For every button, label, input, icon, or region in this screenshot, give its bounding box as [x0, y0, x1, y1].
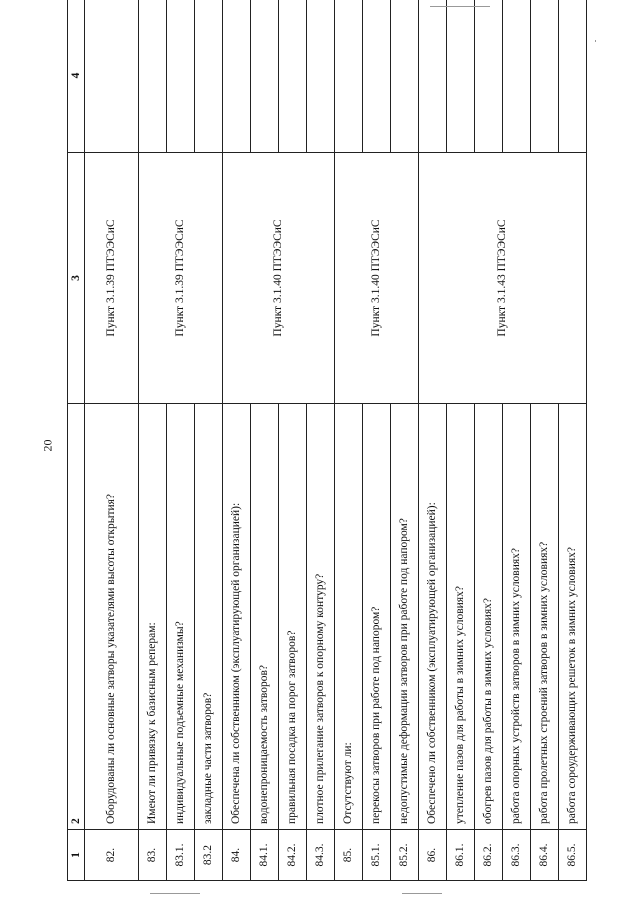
row-text: Оборудованы ли основные затворы указателями высоты открытия?: [85, 404, 139, 830]
table-header-row: [68, 0, 85, 881]
header-col-2: 2: [68, 404, 85, 830]
row-text: недопустимые деформации затворов при работе под напором?: [391, 404, 419, 830]
row-number: 86.4.: [531, 830, 559, 881]
row-note: [419, 0, 447, 153]
rotated-table-container: [67, 43, 578, 881]
table-row: [251, 0, 279, 881]
row-number: 83.1.: [167, 830, 195, 881]
row-note: [559, 0, 587, 153]
row-note: [475, 0, 503, 153]
row-note: [167, 0, 195, 153]
table-row: [391, 0, 419, 881]
table-row: [139, 0, 167, 881]
row-number: 86.5.: [559, 830, 587, 881]
row-text: водонепроницаемость затворов?: [251, 404, 279, 830]
row-text: Обеспечена ли собственником (эксплуатирующей организацией):: [223, 404, 251, 830]
table-row: [447, 0, 475, 881]
row-text: работа сороудерживающих решеток в зимних условиях?: [559, 404, 587, 830]
row-reference: Пункт 3.1.40 ПТЭЭСиС: [335, 153, 419, 404]
row-note: [335, 0, 363, 153]
row-number: 84.: [223, 830, 251, 881]
table-row: [419, 0, 447, 881]
requirements-table: [67, 0, 587, 881]
header-col-1: 1: [68, 830, 85, 881]
scan-mark: [595, 40, 596, 42]
row-number: 86.1.: [447, 830, 475, 881]
row-number: 85.1.: [363, 830, 391, 881]
row-text: утепление пазов для работы в зимних условиях?: [447, 404, 475, 830]
row-note: [503, 0, 531, 153]
row-number: 83.2: [195, 830, 223, 881]
table-row: [559, 0, 587, 881]
scan-mark: [150, 893, 200, 894]
row-number: 86.3.: [503, 830, 531, 881]
row-reference: Пункт 3.1.40 ПТЭЭСиС: [223, 153, 335, 404]
row-text: работа опорных устройств затворов в зимних условиях?: [503, 404, 531, 830]
row-note: [139, 0, 167, 153]
row-text: индивидуальные подъемные механизмы?: [167, 404, 195, 830]
table-row: [167, 0, 195, 881]
row-note: [195, 0, 223, 153]
table-row: [475, 0, 503, 881]
row-number: 85.2.: [391, 830, 419, 881]
row-number: 85.: [335, 830, 363, 881]
row-number: 83.: [139, 830, 167, 881]
row-number: 84.1.: [251, 830, 279, 881]
row-text: Имеют ли привязку к базисным реперам:: [139, 404, 167, 830]
row-note: [85, 0, 139, 153]
table-row: [335, 0, 363, 881]
row-note: [531, 0, 559, 153]
table-row: [223, 0, 251, 881]
row-note: [447, 0, 475, 153]
table-row: [279, 0, 307, 881]
row-text: плотное прилегание затворов к опорному контуру?: [307, 404, 335, 830]
row-text: работа пролетных строений затворов в зимних условиях?: [531, 404, 559, 830]
table-row: [531, 0, 559, 881]
scan-mark: [430, 6, 490, 7]
row-note: [363, 0, 391, 153]
row-reference: Пункт 3.1.43 ПТЭЭСиС: [419, 153, 587, 404]
row-number: 86.2.: [475, 830, 503, 881]
row-text: обогрев пазов для работы в зимних условиях?: [475, 404, 503, 830]
row-reference: Пункт 3.1.39 ПТЭЭСиС: [139, 153, 223, 404]
page-number: 20: [40, 439, 55, 452]
row-note: [223, 0, 251, 153]
row-note: [279, 0, 307, 153]
row-text: Отсутствуют ли:: [335, 404, 363, 830]
row-number: 84.3.: [307, 830, 335, 881]
row-text: правильная посадка на порог затворов?: [279, 404, 307, 830]
row-number: 82.: [85, 830, 139, 881]
table-row: [195, 0, 223, 881]
table-row: [503, 0, 531, 881]
row-reference: Пункт 3.1.39 ПТЭЭСиС: [85, 153, 139, 404]
row-number: 84.2.: [279, 830, 307, 881]
row-note: [307, 0, 335, 153]
table-row: [85, 0, 139, 881]
header-col-4: 4: [68, 0, 85, 153]
row-number: 86.: [419, 830, 447, 881]
table-row: [363, 0, 391, 881]
row-text: перекосы затворов при работе под напором?: [363, 404, 391, 830]
row-note: [391, 0, 419, 153]
row-note: [251, 0, 279, 153]
row-text: Обеспечено ли собственником (эксплуатирующей организацией):: [419, 404, 447, 830]
row-text: закладные части затворов?: [195, 404, 223, 830]
table-row: [307, 0, 335, 881]
scan-mark: [402, 893, 442, 894]
header-col-3: 3: [68, 153, 85, 404]
